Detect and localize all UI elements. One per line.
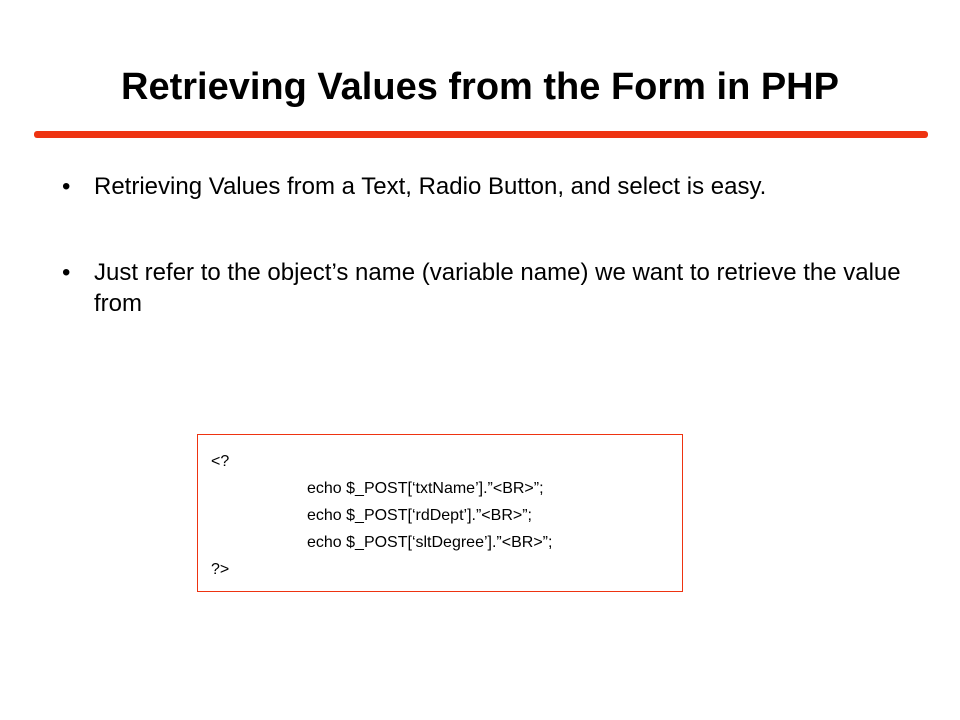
slide-title: Retrieving Values from the Form in PHP (121, 66, 839, 108)
bullet-text: Retrieving Values from a Text, Radio Button, and select is easy. (94, 173, 767, 200)
bullet-marker: • (62, 173, 71, 200)
bullet-item (62, 257, 902, 319)
bullet-list (62, 171, 902, 374)
bullet-marker: • (62, 259, 71, 286)
title-underline (34, 131, 928, 138)
bullet-item (62, 171, 902, 202)
code-line: echo $_POST[‘sltDegree’].”<BR>”; (307, 534, 553, 551)
code-line: echo $_POST[‘txtName’].”<BR>”; (307, 480, 544, 497)
code-sample-box (197, 434, 683, 592)
code-line: echo $_POST[‘rdDept’].”<BR>”; (307, 507, 532, 524)
php-open-tag: <? (211, 453, 230, 470)
php-close-tag: ?> (211, 561, 230, 578)
bullet-text: Just refer to the object’s name (variable name) we want to retrieve the value from (94, 259, 901, 317)
